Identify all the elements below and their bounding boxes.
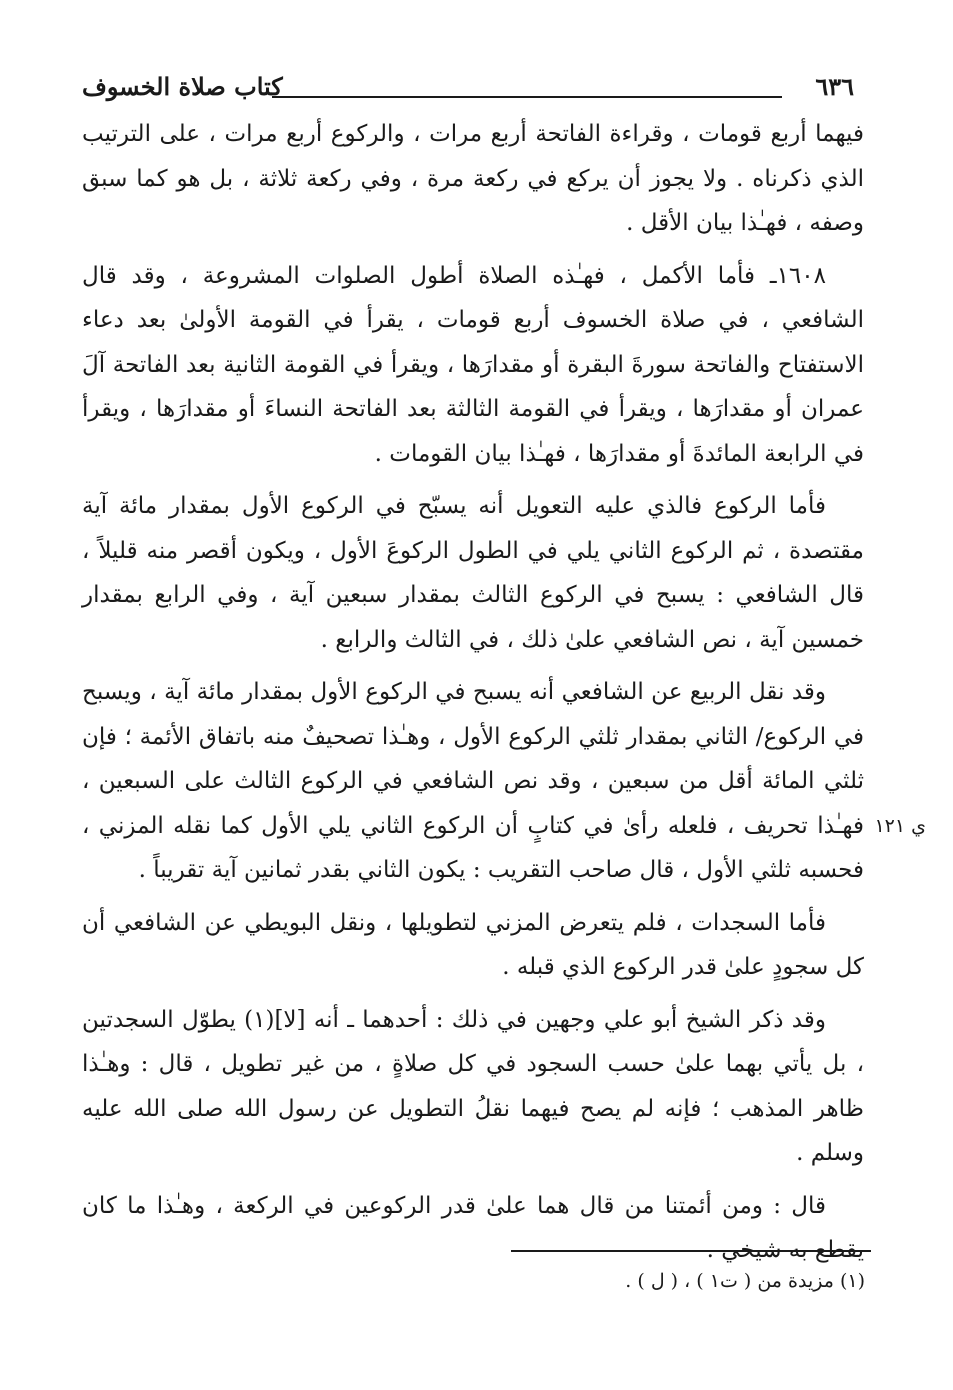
paragraph: فأما الركوع فالذي عليه التعويل أنه يسبّح في الركوع الأول بمقدار مائة آية مقتصدة ، ثم الركوع الثاني يلي في الطول الركوعَ الأول ، ويكون أقصر منه قليلاً ، قال الشافعي : يسبح في الركوع الثالث بمقدار سبعين آية ، وفي الرابع بمقدار خمسين آية ، نص الشافعي علىٰ ذلك ، في الثالث والرابع . [82,493,864,653]
paragraph: فيهما أربع قومات ، وقراءة الفاتحة أربع مرات ، والركوع أربع مرات ، على الترتيب الذي ذكرناه . ولا يجوز أن يركع في ركعة مرة ، وفي ركعة ثلاثة ، بل هو كما سبق وصفه ، فهـٰذا بيان الأقل . [82,121,864,236]
footnote-rule [511,1250,871,1252]
paragraph: وقد نقل الربيع عن الشافعي أنه يسبح في الركوع الأول بمقدار مائة آية ، ويسبح في الركوع/ الثاني بمقدار ثلثي الركوع الأول ، وهـٰذا تصحيفٌ منه باتفاق الأئمة ؛ فإن ثلثي المائة أقل من سبعين ، وقد نص الشافعي في الركوع الثالث على السبعين ، فهـٰذا تحريف ، فلعله رأىٰ في كتابٍ أن الركوع الثاني يلي الأول كما نقله المزني ، فحسبه ثلثي الأول ، قال صاحب التقريب : يكون الثاني بقدر ثمانين آية تقريباً . [82,679,864,883]
page-number: ٦٣٦ [815,72,854,101]
paragraph: وقد ذكر الشيخ أبو علي وجهين في ذلك : أحدهما ـ أنه [لا](١) يطوّل السجدتين ، بل يأتي بهما علىٰ حسب السجود في كل صلاةٍ ، من غير تطويل ، قال : وهـٰذا ظاهر المذهب ؛ فإنه لم يصح فيهما نقلُ التطويل عن رسول الله صلى الله عليه وسلم . [82,1006,864,1166]
paragraph: فأما السجدات ، فلم يتعرض المزني لتطويلها ، ونقل البويطي عن الشافعي أن كل سجودٍ علىٰ قدر الركوع الذي قبله . [82,909,864,980]
paragraph: قال : ومن أئمتنا من قال هما علىٰ قدر الركوعين في الركعة ، وهـٰذا ما كان يقطع به شيخي . [82,1192,864,1263]
footnote: (١) مزيدة من ( ت١ ) ، ( ل ) . [625,1270,865,1292]
main-text [82,112,864,1273]
header-rule [272,96,782,98]
manuscript-margin-note: ي ١٢١ [874,815,926,837]
running-title: كتاب صلاة الخسوف [82,72,283,101]
paragraph: ١٦٠٨ـ فأما الأكمل ، فهـٰذه الصلاة أطول الصلوات المشروعة ، وقد قال الشافعي ، في صلاة الخسوف أربع قومات ، يقرأ في القومة الأولىٰ بعد دعاء الاستفتاح والفاتحة سورةَ البقرة أو مقدارَها ، ويقرأ في القومة الثانية بعد الفاتحة آلَ عمران أو مقدارَها ، ويقرأ في القومة الثالثة بعد الفاتحة النساءَ أو مقدارَها ، ويقرأ في الرابعة المائدةَ أو مقدارَها ، فهـٰذا بيان القومات . [82,262,864,467]
running-header [82,70,864,106]
